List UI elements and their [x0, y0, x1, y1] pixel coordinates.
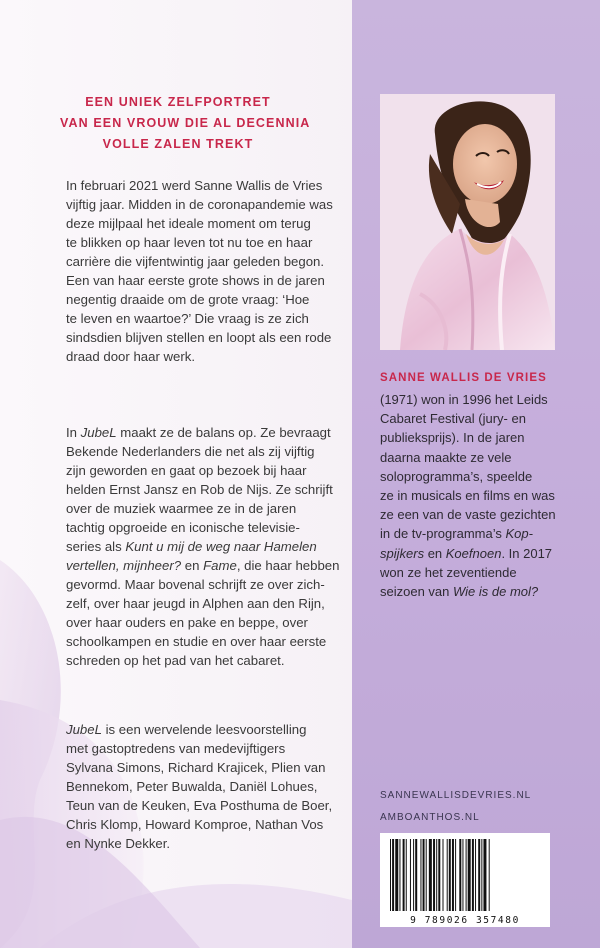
text-line: helden Ernst Jansz en Rob de Nijs. Ze schrijft	[66, 482, 333, 497]
text-line: schoolkampen en studie en over haar eerste	[66, 634, 327, 649]
book-title-italic: JubeL	[80, 425, 117, 440]
isbn-number: 9 789026 357480	[410, 915, 520, 926]
text-line: Een van haar eerste grote shows in de jaren	[66, 273, 325, 288]
text-line: gevormd. Maar bovenal schrijft ze over zich-	[66, 577, 325, 592]
author-name-heading: SANNE WALLIS DE VRIES	[380, 372, 547, 384]
text-line: (1971) won in 1996 het Leids	[380, 392, 548, 407]
text-line: Teun van de Keuken, Eva Posthuma de Boer,	[66, 798, 333, 813]
text-line: over de muziek waarmee ze in de jaren	[66, 501, 297, 516]
text-line: met gastoptredens van medevijftigers	[66, 741, 286, 756]
text-line: In februari 2021 werd Sanne Wallis de Vries	[66, 178, 323, 193]
program-title-italic: spijkers	[380, 545, 425, 561]
text-span: In	[66, 425, 81, 440]
text-span: is een wervelende leesvoorstelling	[101, 722, 307, 737]
series-title-italic: Fame	[203, 558, 237, 573]
text-span: en	[181, 558, 204, 573]
text-line: Chris Klomp, Howard Komproe, Nathan Vos	[66, 817, 324, 832]
text-line: Sylvana Simons, Richard Krajicek, Plien van	[66, 760, 326, 775]
tagline-line: VOLLE ZALEN TREKT	[102, 137, 254, 151]
text-line: ze een van de vaste gezichten	[380, 507, 556, 523]
text-line: te blikken op haar leven tot nu toe en haar	[66, 235, 313, 250]
book-title-italic: JubeL	[66, 722, 102, 737]
text-line: daarna maakte ze vele	[380, 449, 512, 465]
text-line: en Nynke Dekker.	[66, 836, 171, 851]
author-portrait-image	[380, 94, 555, 350]
text-line	[66, 537, 348, 556]
author-photo	[380, 94, 555, 350]
barcode-bars	[388, 839, 542, 911]
program-title-italic: Wie is de mol?	[453, 584, 539, 600]
text-line: sindsdien blijven stellen en loopt als een rode	[66, 330, 332, 345]
author-bio	[380, 390, 595, 601]
text-line: negentig draaide om de grote vraag: ‘Hoe	[66, 292, 310, 307]
publisher-website-url: AMBOANTHOS.NL	[380, 812, 480, 823]
text-line: zelf, over haar jeugd in Alphen aan den Rijn,	[66, 596, 325, 611]
tagline-line: EEN UNIEK ZELFPORTRET	[85, 95, 271, 109]
text-line	[380, 544, 595, 563]
text-span: maakt ze de balans op. Ze bevraagt	[116, 425, 331, 440]
text-line: zijn geworden en gaat op bezoek bij haar	[66, 463, 307, 478]
text-line	[380, 524, 595, 543]
text-line: tachtig opgroeide en iconische televisie-	[66, 520, 300, 535]
blurb-paragraph-1	[66, 176, 348, 366]
program-title-italic: Kop-	[505, 526, 533, 542]
tagline-line: VAN EEN VROUW DIE AL DECENNIA	[60, 116, 311, 130]
text-line	[66, 720, 348, 739]
text-line	[66, 423, 348, 442]
blurb-paragraph-2	[66, 423, 348, 670]
author-website-url: SANNEWALLISDEVRIES.NL	[380, 790, 532, 801]
text-line: carrière die vijfentwintig jaar geleden begon.	[66, 254, 325, 269]
text-span: series als	[66, 539, 122, 554]
text-line: draad door haar werk.	[66, 349, 196, 364]
program-title-italic: Koefnoen	[445, 545, 502, 561]
text-line: Bennekom, Peter Buwalda, Daniël Lohues,	[66, 779, 318, 794]
text-span: en	[424, 545, 446, 561]
text-line: Cabaret Festival (jury- en	[380, 411, 526, 427]
text-line: vijftig jaar. Midden in de coronapandemie was	[66, 197, 333, 212]
text-span: . In 2017	[501, 545, 553, 561]
blurb-paragraph-3	[66, 720, 348, 853]
text-span: seizoen van	[380, 584, 453, 600]
text-span: in de tv-programma’s	[380, 526, 506, 542]
text-line: deze mijlpaal het ideale moment om terug	[66, 216, 311, 231]
text-span: , die haar hebben	[236, 558, 340, 573]
text-line: over haar ouders en pake en beppe, over	[66, 615, 308, 630]
text-line: publieksprijs). In de jaren	[380, 430, 525, 446]
tagline	[60, 92, 311, 155]
text-line: ze in musicals en films en was	[380, 488, 555, 504]
text-line: te leven en waartoe?’ Die vraag is ze zich	[66, 311, 309, 326]
series-title-italic: Kunt u mij de weg naar Hamelen	[125, 539, 317, 554]
text-line: won ze het zeventiende	[380, 564, 517, 580]
text-line: soloprogramma’s, speelde	[380, 468, 533, 484]
text-line: schreden op het pad van het cabaret.	[66, 653, 285, 668]
series-title-italic: vertellen, mijnheer?	[66, 558, 182, 573]
text-line	[66, 556, 348, 575]
isbn-barcode	[380, 833, 550, 927]
text-line: Bekende Nederlanders die net als zij vijftig	[66, 444, 315, 459]
text-line	[380, 582, 595, 601]
